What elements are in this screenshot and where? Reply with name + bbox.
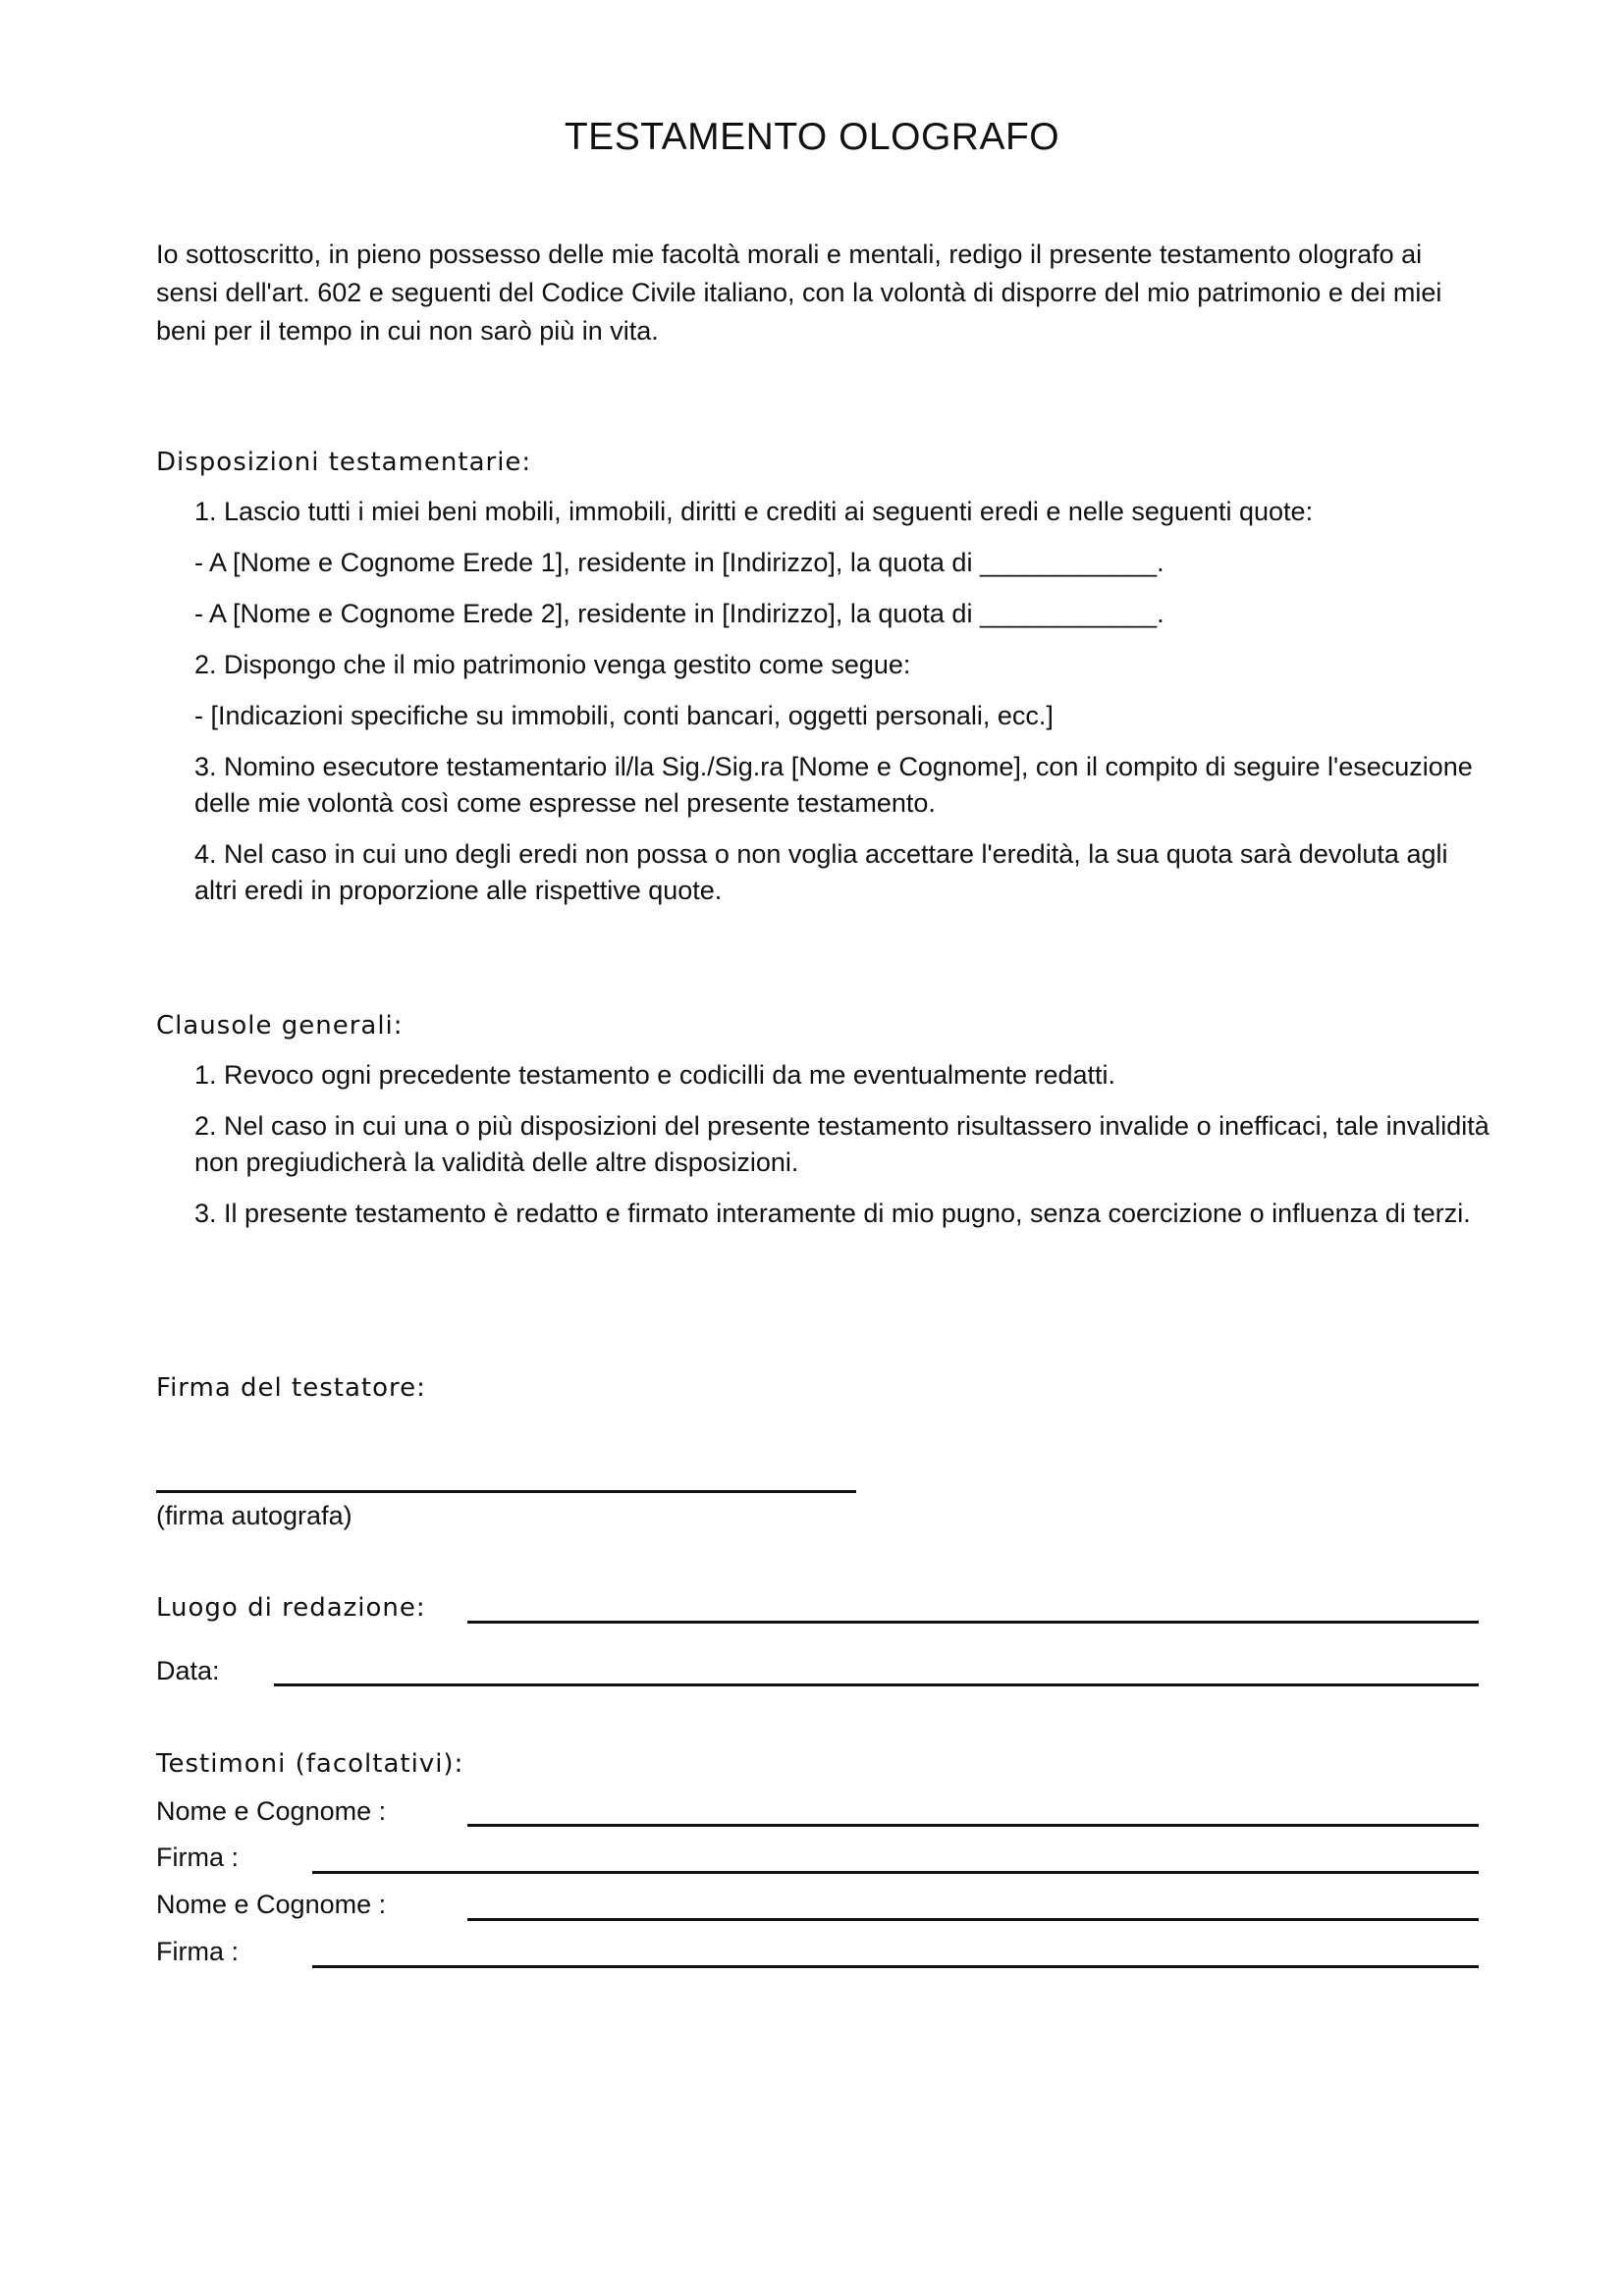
witness-1-sign-label: Firma :: [156, 1842, 239, 1872]
dispositions-heading: Disposizioni testamentarie:: [156, 448, 532, 477]
signature-line[interactable]: [156, 1490, 856, 1493]
witness-2-sign-line[interactable]: [312, 1965, 1479, 1968]
witness-1-name-line[interactable]: [467, 1824, 1479, 1827]
list-item: 2. Nel caso in cui una o più disposizioni del presente testamento risultassero invalide o inefficaci, tale invalidità non pregiudicherà la validità delle altre disposizioni.: [194, 1111, 1489, 1177]
list-item: 3. Nomino esecutore testamentario il/la Sig./Sig.ra [Nome e Cognome], con il compito di seguire l'esecuzione delle mie volontà così come espresse nel presente testamento.: [194, 752, 1473, 818]
witnesses-heading: Testimoni (facoltativi):: [156, 1749, 464, 1779]
document-title: TESTAMENTO OLOGRAFO: [564, 116, 1060, 158]
list-item: 4. Nel caso in cui uno degli eredi non possa o non voglia accettare l'eredità, la sua quota sarà devoluta agli altri eredi in proporzione alle rispettive quote.: [194, 839, 1448, 905]
witness-2-sign-label: Firma :: [156, 1937, 239, 1966]
place-field-line[interactable]: [467, 1621, 1479, 1624]
place-label: Luogo di redazione:: [156, 1593, 426, 1623]
signature-heading: Firma del testatore:: [156, 1373, 426, 1403]
list-item: - A [Nome e Cognome Erede 2], residente in [Indirizzo], la quota di ____________.: [194, 599, 1164, 628]
witness-1-name-label: Nome e Cognome :: [156, 1796, 387, 1826]
intro-paragraph: Io sottoscritto, in pieno possesso delle mie facoltà morali e mentali, redigo il presente testamento olografo ai sensi dell'art. 602 e seguenti del Codice Civile italiano, con la volontà di disporre del mio patrimonio e dei miei beni per il tempo in cui non sarò più in vita.: [156, 240, 1442, 346]
date-field-line[interactable]: [274, 1683, 1479, 1686]
list-item: 1. Revoco ogni precedente testamento e codicilli da me eventualmente redatti.: [194, 1060, 1116, 1090]
clauses-heading: Clausole generali:: [156, 1011, 404, 1041]
dispositions-list: [194, 494, 1490, 924]
list-item: - [Indicazioni specifiche su immobili, conti bancari, oggetti personali, ecc.]: [194, 701, 1054, 730]
list-item: 3. Il presente testamento è redatto e firmato interamente di mio pugno, senza coercizione o influenza di terzi.: [194, 1199, 1471, 1228]
list-item: 1. Lascio tutti i miei beni mobili, immobili, diritti e crediti ai seguenti eredi e nelle seguenti quote:: [194, 497, 1314, 526]
clauses-list: [194, 1057, 1490, 1247]
date-label: Data:: [156, 1656, 220, 1685]
list-item: 2. Dispongo che il mio patrimonio venga gestito come segue:: [194, 650, 911, 679]
witness-2-name-line[interactable]: [467, 1918, 1479, 1921]
signature-caption: (firma autografa): [156, 1501, 352, 1530]
list-item: - A [Nome e Cognome Erede 1], residente in [Indirizzo], la quota di ____________.: [194, 548, 1164, 577]
witness-1-sign-line[interactable]: [312, 1871, 1479, 1874]
witness-2-name-label: Nome e Cognome :: [156, 1890, 387, 1919]
